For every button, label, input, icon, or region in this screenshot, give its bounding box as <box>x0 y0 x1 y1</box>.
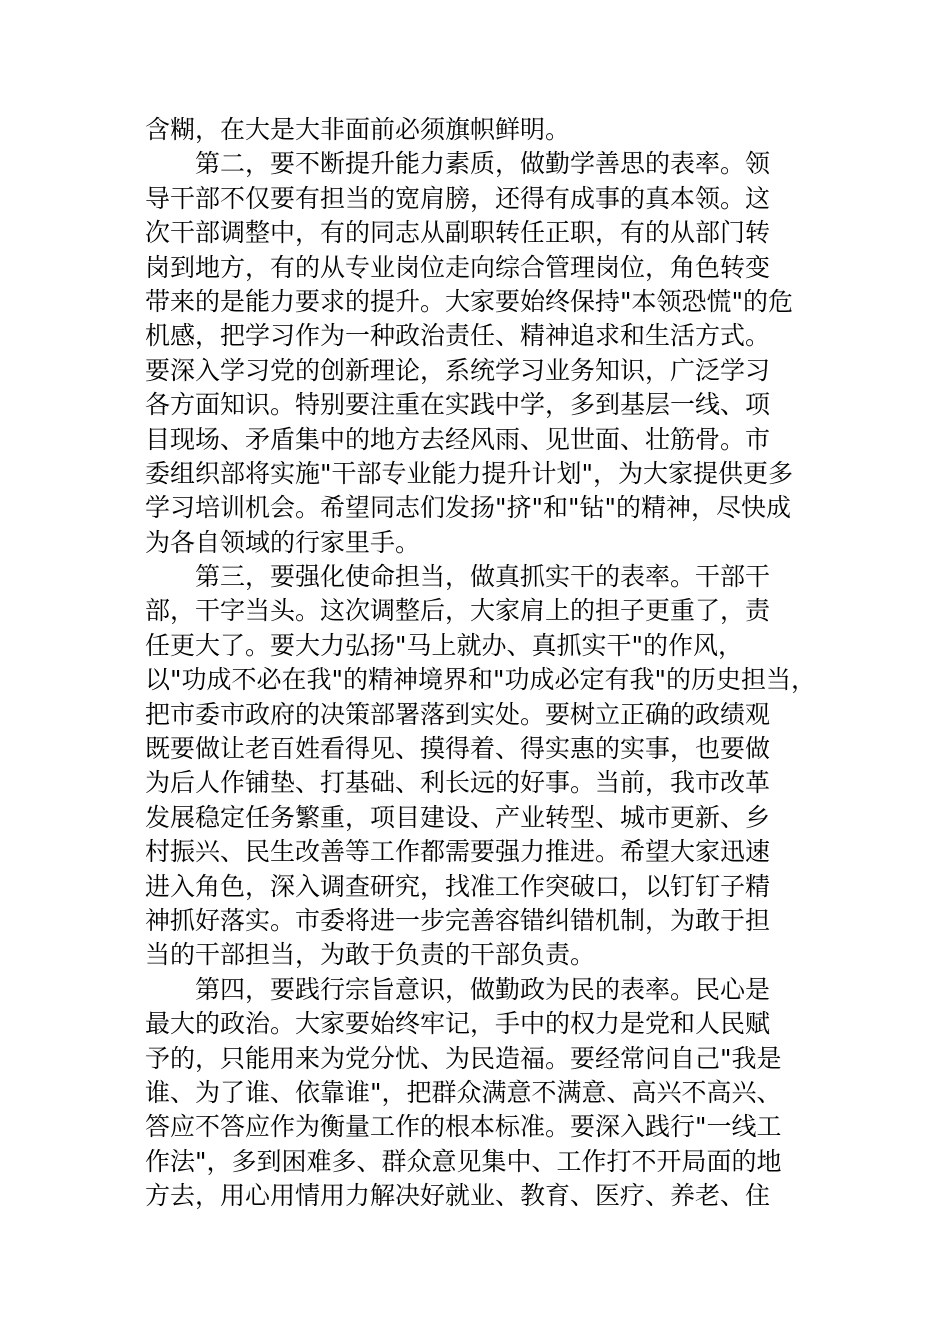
text-line: 既要做让老百姓看得见、摸得着、得实惠的实事，也要做 <box>145 734 771 764</box>
text-line: 要深入学习党的创新理论，系统学习业务知识，广泛学习 <box>145 355 771 385</box>
text-line: 进入角色，深入调查研究，找准工作突破口，以钉钉子精 <box>145 871 771 901</box>
text-line: 予的，只能用来为党分忧、为民造福。要经常问自己"我是 <box>145 1043 782 1073</box>
text-line: 最大的政治。大家要始终牢记，手中的权力是党和人民赋 <box>145 1009 771 1039</box>
text-line: 神抓好落实。市委将进一步完善容错纠错机制，为敢于担 <box>145 905 771 935</box>
text-line: 第三，要强化使命担当，做真抓实干的表率。干部干 <box>195 562 771 592</box>
text-line: 第二，要不断提升能力素质，做勤学善思的表率。领 <box>195 149 771 179</box>
text-line: 各方面知识。特别要注重在实践中学，多到基层一线、项 <box>145 390 771 420</box>
text-line: 次干部调整中，有的同志从副职转任正职，有的从部门转 <box>145 218 771 248</box>
text-line: 方去，用心用情用力解决好就业、教育、医疗、养老、住 <box>145 1181 771 1211</box>
text-line: 为各自领域的行家里手。 <box>145 527 421 557</box>
text-line: 以"功成不必在我"的精神境界和"功成必定有我"的历史担当， <box>145 665 816 695</box>
text-line: 发展稳定任务繁重，项目建设、产业转型、城市更新、乡 <box>145 802 771 832</box>
text-line: 把市委市政府的决策部署落到实处。要树立正确的政绩观 <box>145 699 771 729</box>
text-line: 带来的是能力要求的提升。大家要始终保持"本领恐慌"的危 <box>145 286 794 316</box>
text-line: 导干部不仅要有担当的宽肩膀，还得有成事的真本领。这 <box>145 183 771 213</box>
text-line: 村振兴、民生改善等工作都需要强力推进。希望大家迅速 <box>145 837 771 867</box>
text-line: 为后人作铺垫、打基础、利长远的好事。当前，我市改革 <box>145 768 771 798</box>
text-line: 谁、为了谁、依靠谁"，把群众满意不满意、高兴不高兴、 <box>145 1077 782 1107</box>
text-line: 部，干字当头。这次调整后，大家肩上的担子更重了，责 <box>145 596 771 626</box>
text-line: 答应不答应作为衡量工作的根本标准。要深入践行"一线工 <box>145 1112 782 1142</box>
text-line: 含糊，在大是大非面前必须旗帜鲜明。 <box>145 115 571 144</box>
text-line: 岗到地方，有的从专业岗位走向综合管理岗位，角色转变 <box>145 252 771 282</box>
text-line: 委组织部将实施"干部专业能力提升计划"，为大家提供更多 <box>145 458 794 488</box>
text-line: 学习培训机会。希望同志们发扬"挤"和"钻"的精神，尽快成 <box>145 493 791 523</box>
text-line: 当的干部担当，为敢于负责的干部负责。 <box>145 940 596 970</box>
text-line: 作法"，多到困难多、群众意见集中、工作打不开局面的地 <box>145 1146 782 1176</box>
text-line: 任更大了。要大力弘扬"马上就办、真抓实干"的作风， <box>145 630 744 660</box>
text-line: 第四，要践行宗旨意识，做勤政为民的表率。民心是 <box>195 974 771 1004</box>
text-line: 机感，把学习作为一种政治责任、精神追求和生活方式。 <box>145 321 771 351</box>
body-text <box>145 113 835 1214</box>
text-line: 目现场、矛盾集中的地方去经风雨、见世面、壮筋骨。市 <box>145 424 771 454</box>
